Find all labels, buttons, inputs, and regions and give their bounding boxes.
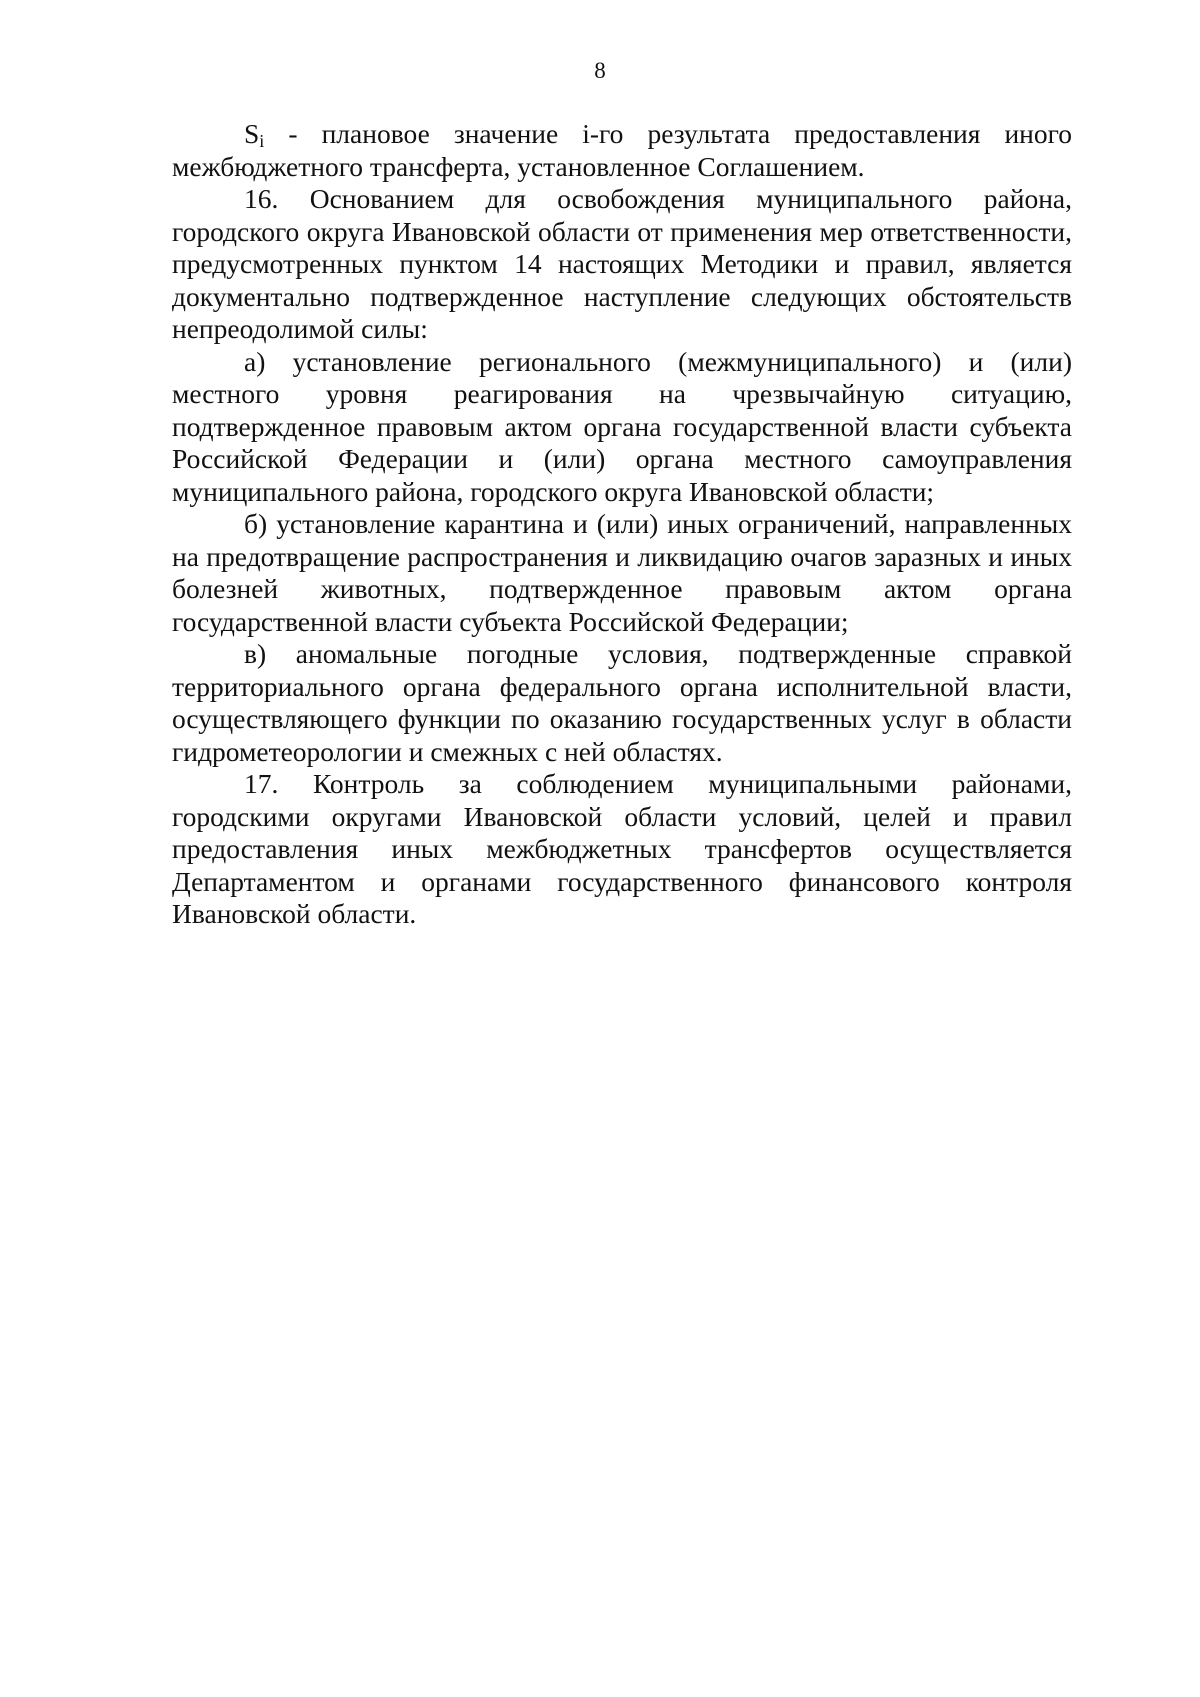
symbol-s: S (244, 118, 260, 149)
paragraph-16-b: б) установление карантина и (или) иных ограничений, направленных на предотвращение распространения и ликвидацию очагов заразных и иных болезней животных, подтвержденное правовым актом органа государственной власти субъекта Российской Федерации; (172, 508, 1072, 637)
si-definition-text: - плановое значение i-го результата предоставления иного межбюджетного трансферта, установленное Соглашением. (172, 118, 1072, 182)
paragraph-si-definition (172, 118, 1072, 183)
paragraph-16-a: а) установление регионального (межмуниципального) и (или) местного уровня реагирования на чрезвычайную ситуацию, подтвержденное правовым актом органа государственной власти субъекта Российской Федерации и (или) органа местного самоуправления муниципального района, городского округа Ивановской области; (172, 345, 1072, 507)
paragraph-17: 17. Контроль за соблюдением муниципальными районами, городскими округами Ивановской области условий, целей и правил предоставления иных межбюджетных трансфертов осуществляется Департаментом и органами государственного финансового контроля Ивановской области. (172, 768, 1072, 929)
paragraph-16-v: в) аномальные погодные условия, подтвержденные справкой территориального органа федерального органа исполнительной власти, осуществляющего функции по оказанию государственных услуг в области гидрометеорологии и смежных с ней областях. (172, 638, 1072, 767)
document-body (172, 118, 1072, 931)
page-number: 8 (594, 58, 606, 83)
symbol-subscript: i (259, 131, 265, 151)
paragraph-16: 16. Основанием для освобождения муниципального района, городского округа Ивановской области от применения мер ответственности, предусмотренных пунктом 14 настоящих Методики и правил, является документально подтвержденное наступление следующих обстоятельств непреодолимой силы: (172, 183, 1072, 344)
